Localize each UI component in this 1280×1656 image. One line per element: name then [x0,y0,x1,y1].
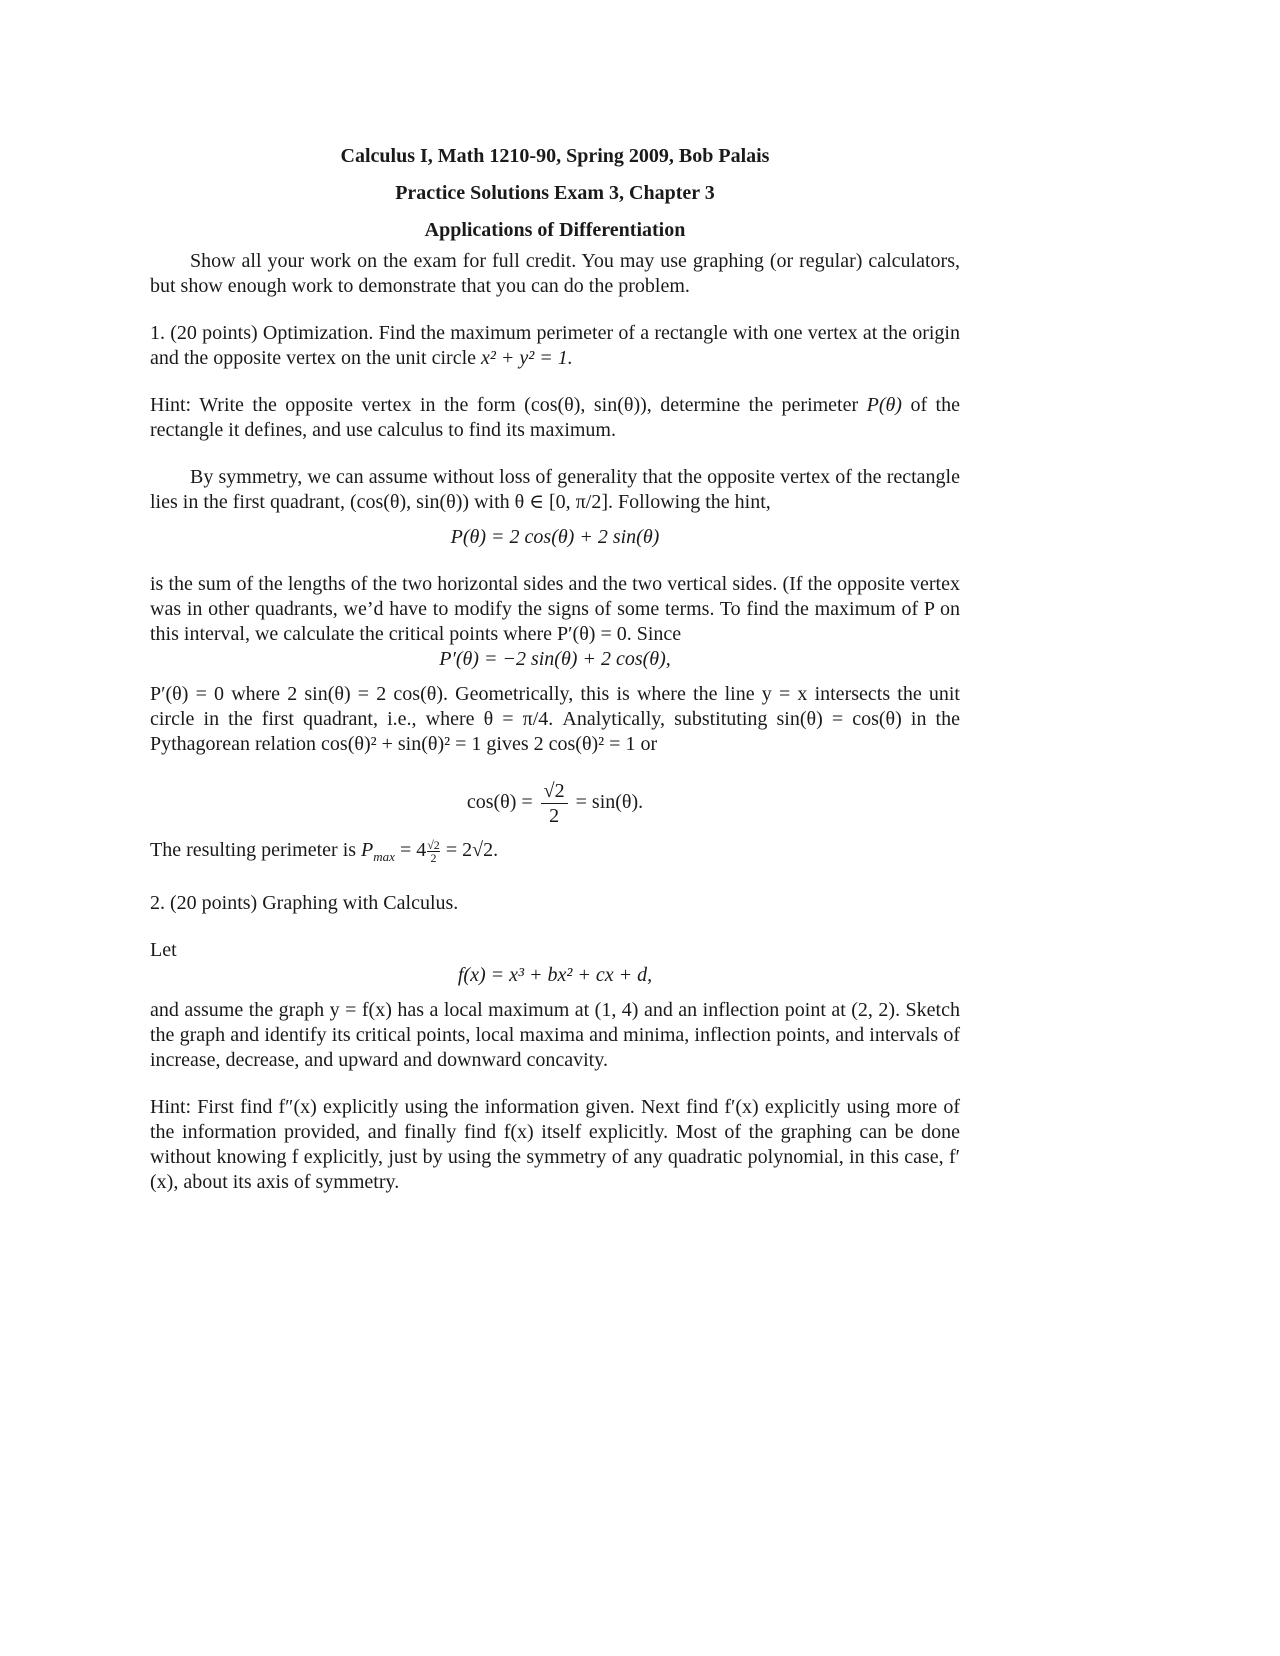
result-text-b: = 4 [394,839,427,861]
problem1-solution-paragraph1: By symmetry, we can assume without loss of generality that the opposite vertex of the rectangle lies in the first quadrant, (cos(θ), sin(θ)) with θ ∈ [0, π/2]. Following the hint, [150,466,960,513]
problem1-statement [150,321,960,371]
eq3-left: cos(θ) = [466,791,533,814]
problem1-hint-variable: P(θ) [866,394,902,416]
problem1-hint [150,393,960,443]
problem2-equation: f(x) = x³ + bx² + cx + d, [457,964,653,986]
problem1-result [150,838,960,869]
problem2-heading: 2. (20 points) Graphing with Calculus. [150,892,459,914]
document-title-line3: Applications of Differentiation [424,219,686,241]
problem2-let: Let [150,939,177,961]
result-subscript: max [373,849,395,864]
problem1-solution-paragraph3: P′(θ) = 0 where 2 sin(θ) = 2 cos(θ). Geometrically, this is where the line y = x intersects the unit circle in the first quadrant, i.e., where θ = π/4. Analytically, substituting sin(θ) = cos(θ) in the Pythagorean relation cos(θ)² + sin(θ)² = 1 gives 2 cos(θ)² = 1 or [150,683,960,755]
document-title-line1: Calculus I, Math 1210-90, Spring 2009, Bob Palais [340,145,770,167]
problem1-equation-perimeter: P(θ) = 2 cos(θ) + 2 sin(θ) [450,526,660,548]
result-denominator: 2 [430,850,437,865]
problem1-hint-text-a: Hint: Write the opposite vertex in the form (cos(θ), sin(θ)), determine the perimeter [150,394,867,416]
eq3-right: = sin(θ). [575,791,644,814]
problem1-solution-paragraph2: is the sum of the lengths of the two horizontal sides and the two vertical sides. (If the opposite vertex was in other quadrants, we’d have to modify the signs of some terms. To find the maximum of P on this interval, we calculate the critical points where P′(θ) = 0. Since [150,573,960,645]
problem2-statement: and assume the graph y = f(x) has a local maximum at (1, 4) and an inflection point at (2, 2). Sketch the graph and identify its critical points, local maxima and minima, inflection points, and intervals of increase, decrease, and upward and downward concavity. [150,999,960,1071]
intro-paragraph: Show all your work on the exam for full credit. You may use graphing (or regular) calculators, but show enough work to demonstrate that you can do the problem. [150,250,960,297]
problem2-hint: Hint: First find f″(x) explicitly using the information given. Next find f′(x) explicitly using more of the information provided, and finally find f(x) itself explicitly. Most of the graphing can be done without knowing f explicitly, just by using the symmetry of any quadratic polynomial, in this case, f′(x), about its axis of symmetry. [150,1096,960,1193]
eq3-fraction [541,779,568,828]
result-text-a: The resulting perimeter is [150,839,362,861]
result-text-c: = 2√2. [440,839,499,861]
problem1-equation-cos [150,779,960,828]
document-title-line2: Practice Solutions Exam 3, Chapter 3 [395,182,715,204]
result-fraction [427,839,440,864]
result-variable: P [361,839,374,861]
problem1-statement-text: 1. (20 points) Optimization. Find the maximum perimeter of a rectangle with one vertex at the origin and the opposite vertex on the unit circle [150,322,960,369]
eq3-numerator: √2 [541,779,568,804]
problem1-equation-derivative: P′(θ) = −2 sin(θ) + 2 cos(θ), [439,648,671,670]
eq3-denominator: 2 [549,805,560,827]
problem1-statement-equation: x² + y² = 1. [481,347,573,369]
result-numerator: √2 [427,837,440,852]
document-page [150,138,960,1195]
problem1-hint-text-b: of the rectangle it defines, and use calculus to find its maximum. [150,394,960,441]
